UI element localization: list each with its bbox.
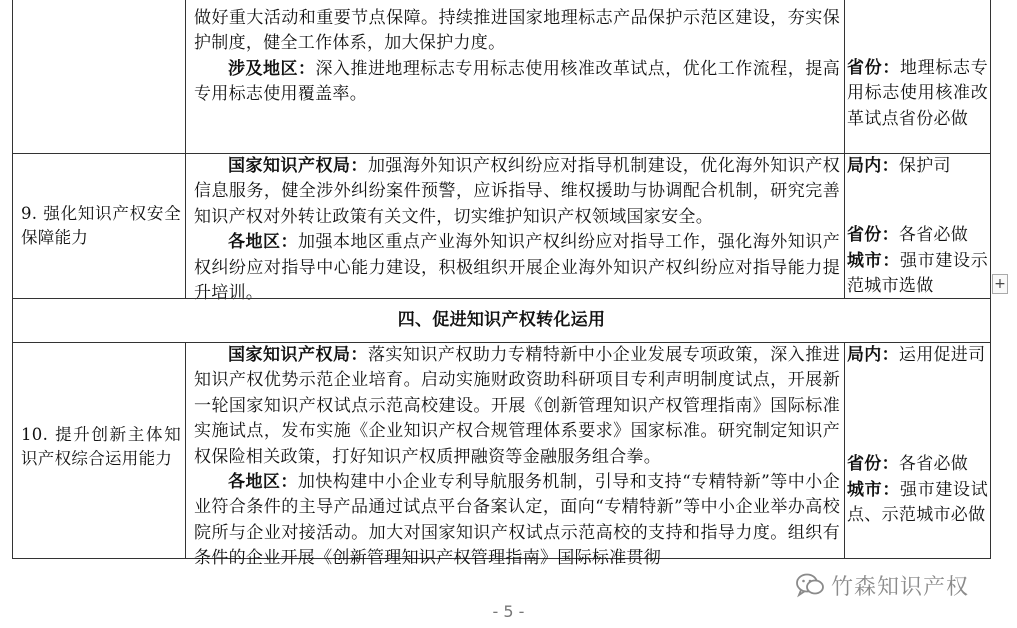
content-text: 加强海外知识产权纠纷应对指导机制建设，优化海外知识产权信息服务，健全涉外纠纷案件预警，应诉指导、维权援助与协调配合机制，研究完善知识产权对外转让政策有关文件，切实维护知识产权领域国家安全。 <box>194 156 840 227</box>
responsibility-label: 城市： <box>847 479 901 500</box>
responsibility-text: 各省必做 <box>898 225 969 246</box>
content-paragraph <box>194 343 840 470</box>
responsibility-label: 局内： <box>847 156 899 176</box>
responsibility-label: 省份： <box>847 454 899 475</box>
wechat-icon <box>795 572 825 598</box>
content-text: 加强本地区重点产业海外知识产权纠纷应对指导工作，强化海外知识产权纠纷应对指导中心能力建设，积极组织开展企业海外知识产权纠纷应对指导能力提升培训。 <box>194 232 840 304</box>
content-paragraph <box>194 57 840 108</box>
responsibility-entry <box>847 452 988 477</box>
task-name-cell <box>13 343 186 558</box>
responsibility-cell <box>845 0 990 153</box>
content-text: 加快构建中小企业专利导航服务机制，引导和支持“专精特新”等中小企业符合条件的主导产品通过试点平台备案认定，面向“专精特新”等中小企业举办高校院所与企业对接活动。加大对国家知识产权试点示范高校的支持和指导力度。组织有条件的企业开展《创新管理知识产权管理指南》国际标准贯彻 <box>194 472 841 569</box>
task-name: 9. 强化知识产权安全保障能力 <box>21 204 181 247</box>
add-row-button[interactable]: + <box>992 274 1008 294</box>
content-text: 落实知识产权助力专精特新中小企业发展专项政策，深入推进知识产权优势示范企业培育。启动实施财政资助科研项目专利声明制度试点，开展新一轮国家知识产权试点示范高校建设。开展《创新管理知识产权管理指南》国际标准实施试点，发布实施《企业知识产权合规管理体系要求》国家标准。研究制定知识产权保险相关政策，打好知识产权质押融资等金融服务组合拳。 <box>194 345 840 467</box>
responsibility-label: 城市： <box>847 250 901 271</box>
responsibility-text: 地理标志专用标志使用核准改革试点省份必做 <box>847 58 988 129</box>
responsibility-label: 省份： <box>847 58 901 78</box>
task-name: 10. 提升创新主体知识产权综合运用能力 <box>21 424 181 468</box>
content-paragraph <box>194 154 840 230</box>
responsibility-entry <box>847 249 988 300</box>
responsibility-text: 各省必做 <box>898 454 969 475</box>
section-header-row <box>13 298 990 342</box>
table-row <box>13 342 990 569</box>
task-content-cell <box>186 0 845 153</box>
responsibility-entry <box>847 56 988 132</box>
content-paragraph <box>194 230 840 306</box>
responsibility-entry <box>847 154 988 179</box>
table-row <box>13 0 990 153</box>
page-number: - 5 - <box>492 602 525 621</box>
responsibility-text: 强市建设试点、示范城市必做 <box>847 479 988 526</box>
responsibility-label: 省份： <box>847 225 899 246</box>
content-paragraph: 做好重大活动和重要节点保障。持续推进国家地理标志产品保护示范区建设，夯实保护制度，健全工作体系，加大保护力度。 <box>194 8 840 54</box>
table-row <box>13 153 990 304</box>
section-title: 四、促进知识产权转化运用 <box>397 309 606 330</box>
watermark-text: 竹森知识产权 <box>831 574 970 600</box>
responsibility-label: 局内： <box>847 345 899 365</box>
watermark <box>795 570 969 600</box>
content-label: 国家知识产权局： <box>228 156 368 176</box>
responsibility-text: 强市建设示范城市选做 <box>847 250 988 297</box>
content-label: 各地区： <box>228 232 298 253</box>
task-content-cell <box>186 154 845 304</box>
task-content-cell <box>186 343 845 569</box>
content-label: 涉及地区： <box>228 58 316 79</box>
content-text: 深入推进地理标志专用标志使用核准改革试点，优化工作流程，提高专用标志使用覆盖率。 <box>194 58 841 105</box>
responsibility-text: 保护司 <box>898 156 951 176</box>
task-name-cell <box>13 154 186 298</box>
content-paragraph <box>194 470 840 572</box>
responsibility-entry <box>847 223 988 248</box>
responsibility-entry <box>847 478 988 529</box>
content-label: 各地区： <box>228 472 298 493</box>
responsibility-entry <box>847 343 988 368</box>
task-name-cell <box>13 0 186 153</box>
task-table <box>12 0 991 569</box>
responsibility-cell <box>845 154 990 298</box>
responsibility-cell <box>845 343 990 558</box>
content-label: 国家知识产权局： <box>228 345 368 365</box>
responsibility-text: 运用促进司 <box>898 345 986 365</box>
